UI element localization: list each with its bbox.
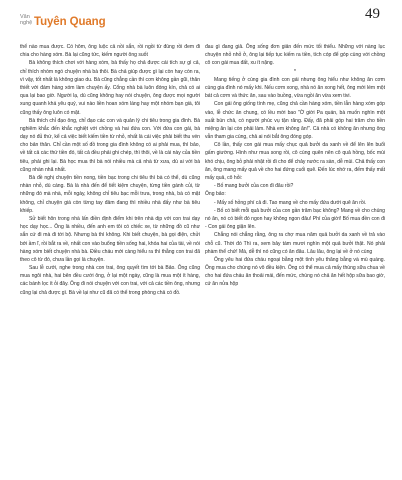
left-column xyxy=(20,43,200,477)
paragraph: Ông bảo: xyxy=(205,191,226,198)
section-divider: * xyxy=(294,68,296,75)
paragraph: Ông yêu hai đứa cháu ngoại bằng một tình yêu thăng bằng và mù quáng. Ông mua cho chúng nó vô đều kiện. Ông có thể mua cả mấy thùng sữa chua về cho hai đứa cháu ăn thoải mái, đến mức, chúng nó chả ăn hết hộp sữa bao giờ, cứ ăn nửa hộp xyxy=(205,256,385,288)
paragraph: Sử biết hôn trong nhà lấn điền định điểm khi trên nhà dịp với con trai dạy học dạy học... Ông là nhiều, đến anh em tôi có chiếc xe, từ những đồ cũ như sắn cứ đi mà đi tới bộ. Nhưng bà thì không. Khi biết chuyện, bà gọi điện, chửi bới ầm ĩ, rồi bắt ra về, nhất con vào buổng tiền sống hai, khóa hai của tài, về nói hàng xóm biết chuyện nhà bà. Điều cháu mới càng hiểu ra thì thằng con trai đã theo cô từ đó, chưa lần gọi là chuyện. xyxy=(20,215,200,263)
logo-small-text: Văn nghệ xyxy=(20,14,33,26)
paragraph: đau gì đang giả. Ông sống đơn giản đến mức tối thiểu. Những với nàng lục chuyện nhỏ nhỏ ở, ông lại tiếp tục kiếm ra tiền, tích cóp để góp cùng với chồng cô con gái mua đất, xu ít nặng. xyxy=(205,44,385,67)
paragraph: Sau lễ cưới, nghe trong nhà con trai, ông quyết tìm tới bà Bảo. Ông cũng mua ngôi nhà, hai bên đều cưới ông, ở lại một ngày, cũng là mua một ít hàng, các bánh lọc ít ỏi đây. Ông đi nói chuyện với con trai, với cả các tiền ông, nhưng cũng lại chả được gì. Bà về lại như cũ đã có thể trong phòng chả có đồ. xyxy=(20,265,200,296)
magazine-logo xyxy=(20,10,106,28)
paragraph: Chẳng nói chẳng rằng, ông ra chợ mua năm quả bưởi da xanh về trả vào chỗ cũ. Thời đó Thì ra, xem bảy tám mươi nghìn một quả bưởi thật. Nó phải phàm thể chứ! Mà, dễ thì nó cũng có ăn đâu. Lâu lâu, ông lại về ở nó cùng xyxy=(205,232,385,255)
paragraph: Bà không thích chơi với hàng xóm, bà thấy họ chả được cái tích sự gì cả, chỉ thích nhòm ngó chuyện nhà bà thôi. Bà chả giúp được gì lại còn hay còn ra, vì vậy, tốt nhất là không giao du. Bà cũng chẳng cần thì cơn không gần gũi, thân thiết với đám hàng xóm làm chuyện ấy. Cổng nhà bà luôn đóng kín, chả có ai qua lại bao giờ. Người lạ, dù cũng không hay nói chuyện, ông được mọi người xung quanh khá yêu quý, vui nào liền hoan xóm láng hay một nhóm bạn già, tôi cũng thấy ông luôn có mặt. xyxy=(20,60,200,116)
logo-main-text: Tuyên Quang xyxy=(34,16,106,28)
page-header xyxy=(0,0,402,34)
paragraph: Cô lần, thấy con gái mua mấy chục quả bưởi da xanh về để lên lên buổi gấm giường. Hình như mua song rồi, cô cùng quên nên cô quả hồng, bốc mùi khó chịu, ông bỏ phải nhặt rồi đi cho để chảy nước ra sàn, dễ mùi. Chả thấy con ăn, ông mang mấy quả về cho hai đứng cuối quê. Đến lúc nhớ ra, đếm thấy mất mấy quả, cô hỏi: xyxy=(205,142,385,181)
right-column xyxy=(205,43,385,477)
paragraph: Bà thích chỉ đạo ông, chỉ đạo các con và quản lý chi tiêu trong gia đình. Bà nghiêm khắc đến khắc nghiệt với chồng và hai đứa con. Với đứa con gái, bà dạy nó đủ thứ, kể cả việc biết kiếm tiền từ nhỏ, nhất là cái việc phải biết thu vén cho bản thân. Chỉ cần một số đồ trong gia đình không có ai phải mua, thì bảo, về tất cả các thứ tiền đó, tất cả đều phải ghi chép, thì thôi, về là cái này của tiền tiêu, phải ghi lại. Bà học mua thì bà nói nhiều mà cả nhà từ xưa, dù ai với bà cũng nhàn nhã nhất. xyxy=(20,117,200,173)
paragraph: Con gái ông giống tính mẹ, cũng chả cần hàng xóm, tiền lẫn hàng xóm góp vào, lễ chức ăn chung, có lều mời bao "Ờ giời Pa quán, bà muốn nghìn một suất bún chả, có người phúc vụ tận răng. Đấy, đã phải góp hai trăm cho tiền miệng ăn lại còn phải làm. Nhà em không ăn!". Cả nhà có không ăn nhưng ông vẫn tham gia cùng, chả ai nói bắt ông đóng góp. xyxy=(205,101,385,141)
page-number: 49 xyxy=(365,6,380,22)
paragraph: - Bố có biết mỗi quả bưởi của con gần trăm bạc không? Mang về cho chúng nó ăn, nó có biết đó ngon hay không ngon đâu! Phí của giời! Bố mua đền con đi - Con gái ông giận lên. xyxy=(205,207,385,231)
paragraph: Mang tiếng ở cùng gia đình con gái nhưng ông hiểu như không ăn cơm cùng gia đình nó mấy khi. Nếu cơm xong, nhà nó ăn xong hết, ông mới lém một bát cả cơm và thức ăn, sau vào buồng, vừa ngồi ăn vừa xem tivi. xyxy=(205,76,385,100)
paragraph: - Mấy số hỏng phí cả đi. Tao mang về cho mấy đứa dưới quê ăn rồi. xyxy=(214,199,367,206)
paragraph: thể nào mua được. Có hôm, ông luộc cả nồi sắn, rồi ngồi từ đúng rồi đem đi chia cho hàng xóm. Bà lại cũng tức, kiếm người ông suốt xyxy=(20,44,200,59)
paragraph: Bà đề nghị chuyện tiền nong, tiền bạc trong chi tiêu thì bà có thể, dù cũng nhàn nhỏ, dù cáng. Bà là nhà đến để tiết kiệm chuyện, từng tiền gánh củi, từ những đó mà nhà, mỗi ngày, không chỉ tiêu bạc mỗi trưa, trong nhà, bà có mặt không, chỉ chuyện giá còn từng tay đảm đang thì nhiều nhà đấy như bà tiêu khiếp. xyxy=(20,175,200,214)
paragraph: - Bố mang bưởi của con đi đâu rồi? xyxy=(214,183,294,190)
